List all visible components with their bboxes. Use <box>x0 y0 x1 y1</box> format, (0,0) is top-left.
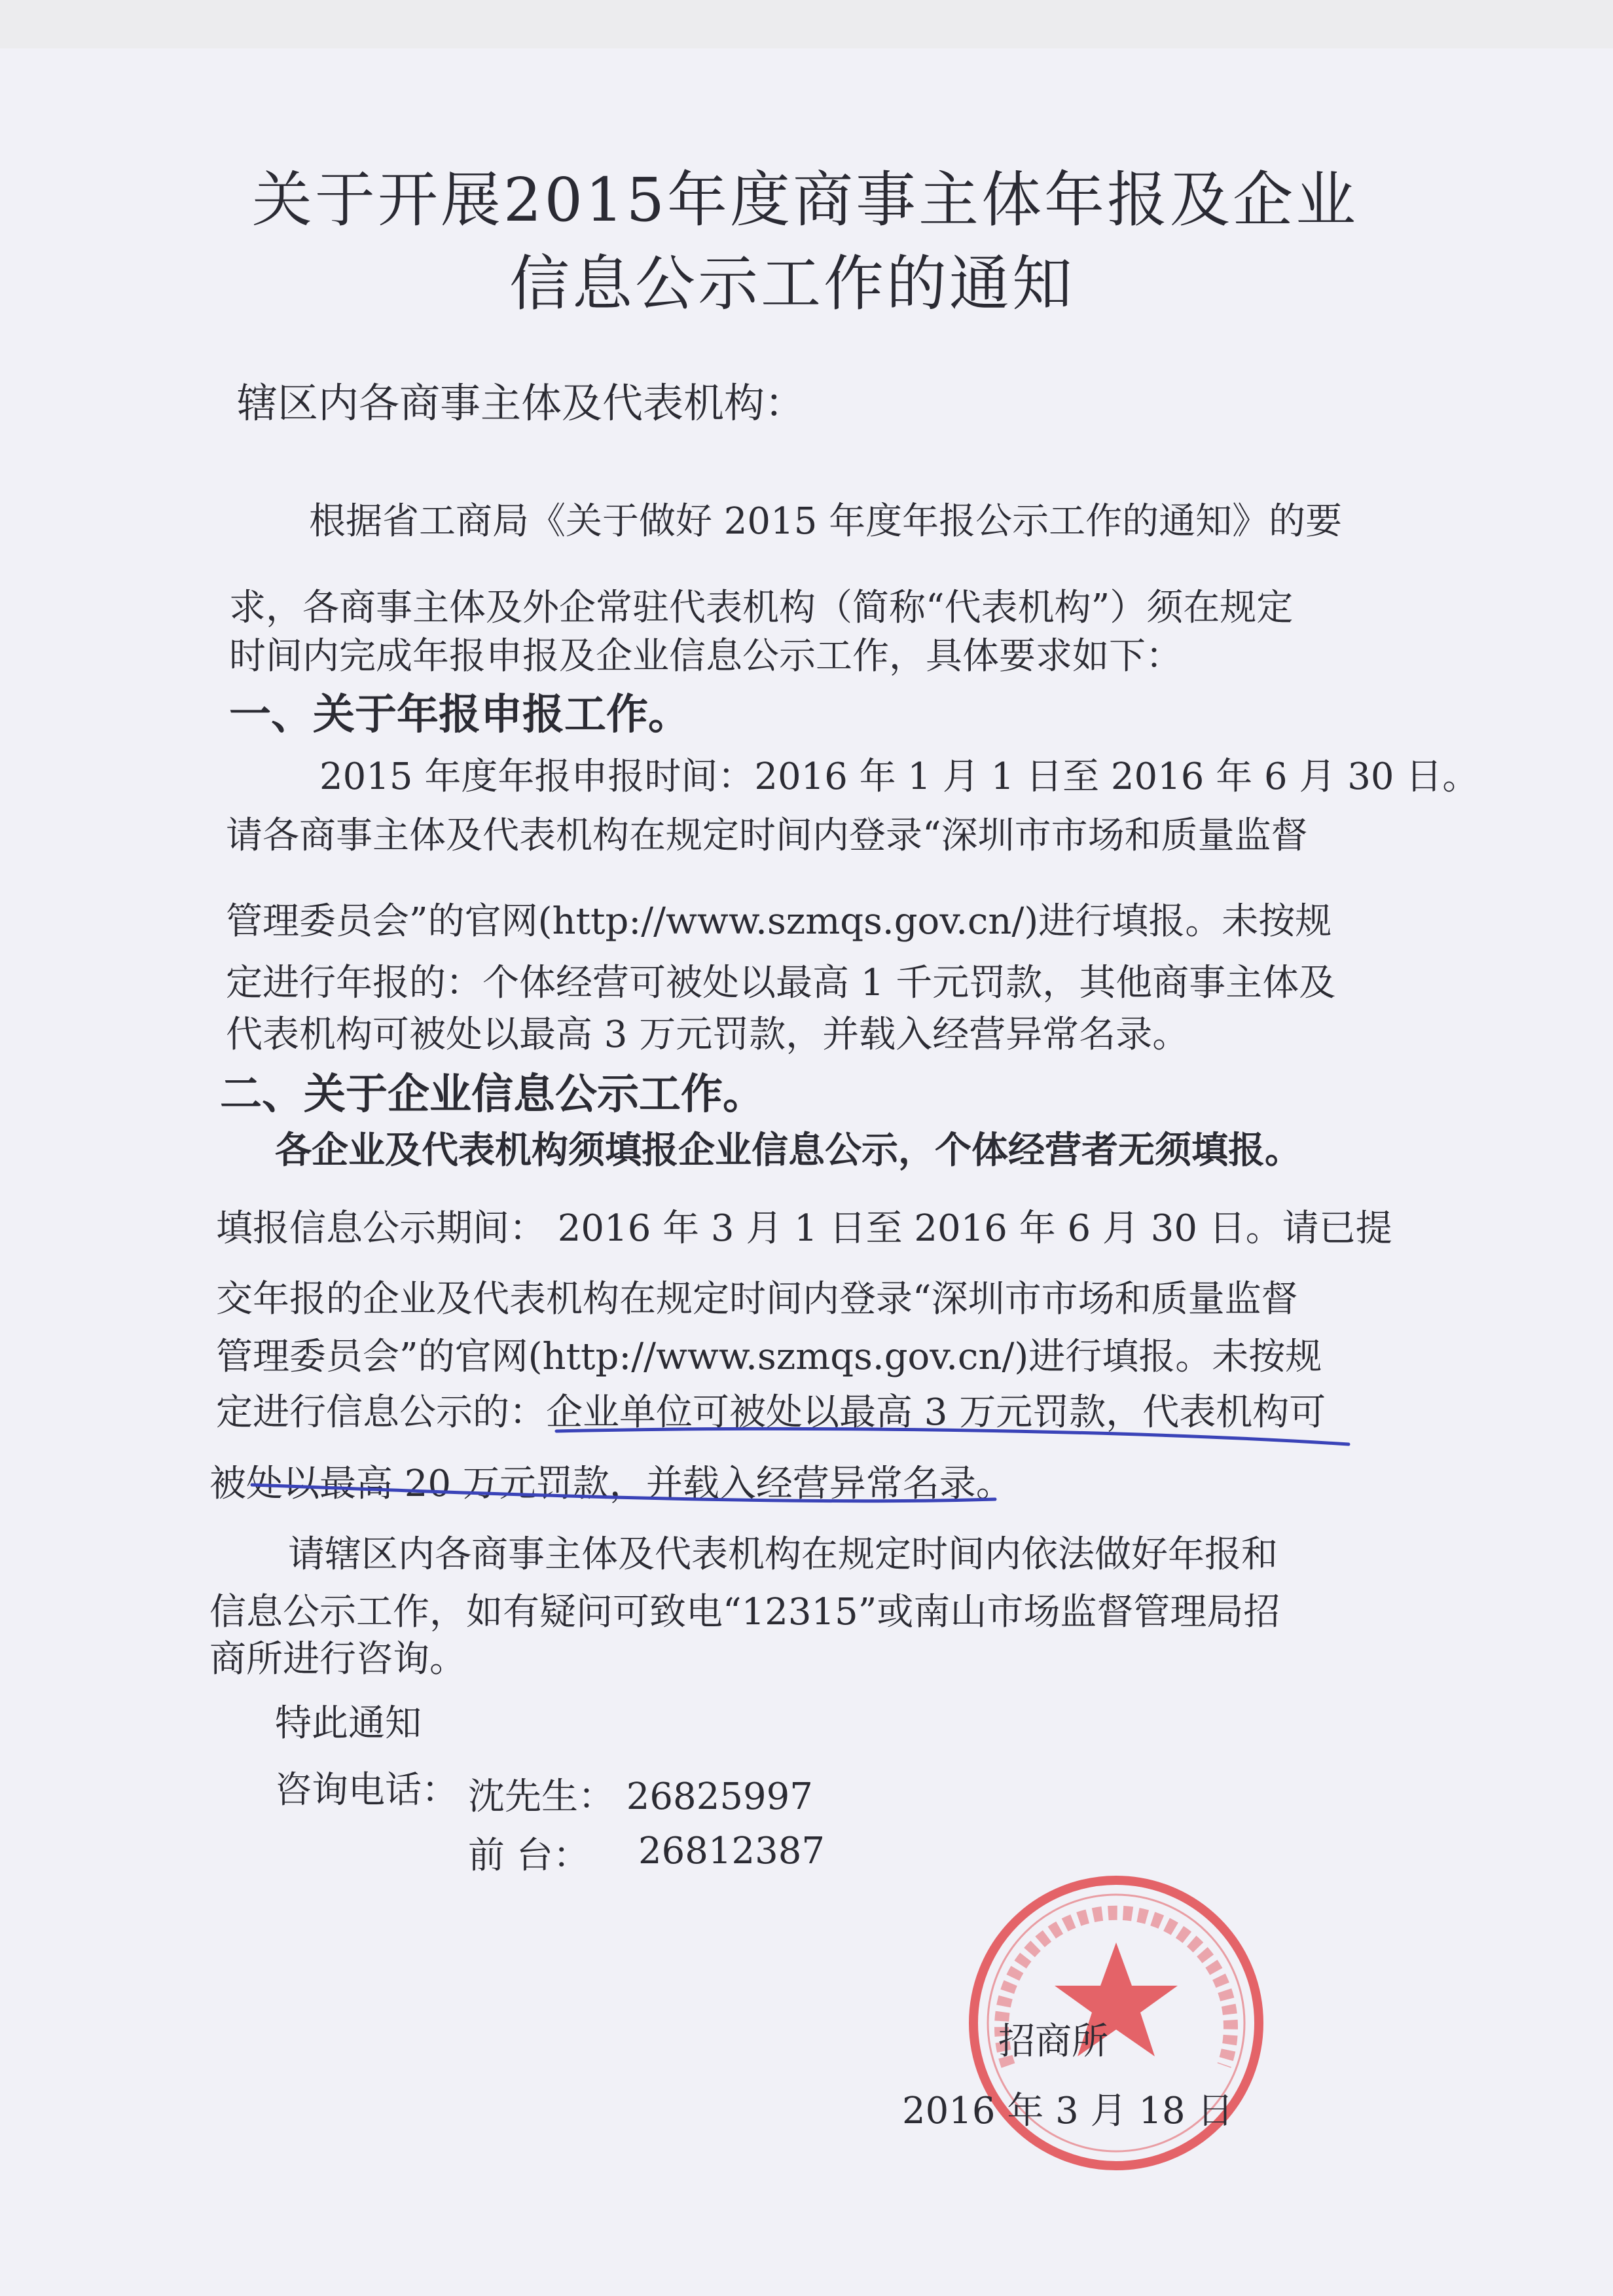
section2-line-1: 填报信息公示期间： 2016 年 3 月 1 日至 2016 年 6 月 30 日。请已提 <box>216 1207 1392 1250</box>
contact-2-number: 26812387 <box>638 1830 825 1872</box>
closing-line-2: 信息公示工作，如有疑问可致电“12315”或南山市场监督管理局招 <box>209 1591 1280 1633</box>
contact-1: 沈先生： 26825997 <box>468 1776 813 1818</box>
issue-date: 2016 年 3 月 18 日 <box>902 2090 1234 2132</box>
section1-line-5: 代表机构可被处以最高 3 万元罚款，并载入经营异常名录。 <box>226 1013 1189 1056</box>
closing-line-1: 请辖区内各商事主体及代表机构在规定时间内依法做好年报和 <box>288 1533 1278 1576</box>
section2-line-5: 被处以最高 20 万元罚款，并载入经营异常名录。 <box>209 1463 1013 1505</box>
issuer: 招商所 <box>998 2020 1108 2063</box>
intro-line-3: 时间内完成年报申报及企业信息公示工作，具体要求如下： <box>229 635 1182 678</box>
section2-line-4: 定进行信息公示的：企业单位可被处以最高 3 万元罚款，代表机构可 <box>216 1391 1326 1434</box>
section1-line-1: 2015 年度年报申报时间：2016 年 1 月 1 日至 2016 年 6 月 30 日。 <box>319 756 1479 798</box>
closing-line-3: 商所进行咨询。 <box>209 1638 466 1681</box>
intro-line-1: 根据省工商局《关于做好 2015 年度年报公示工作的通知》的要 <box>309 500 1343 543</box>
contact-label: 咨询电话： <box>275 1769 458 1812</box>
contact-2-label: 前 台： <box>468 1834 590 1877</box>
intro-line-2: 求，各商事主体及外企常驻代表机构（简称“代表机构”）须在规定 <box>229 587 1294 629</box>
section1-line-3: 管理委员会”的官网(http://www.szmqs.gov.cn/)进行填报。未按规 <box>226 900 1332 943</box>
section1-line-4: 定进行年报的：个体经营可被处以最高 1 千元罚款，其他商事主体及 <box>226 962 1336 1004</box>
section1-heading: 一、关于年报申报工作。 <box>229 690 690 739</box>
section2-line-2: 交年报的企业及代表机构在规定时间内登录“深圳市市场和质量监督 <box>216 1278 1298 1321</box>
section1-line-2: 请各商事主体及代表机构在规定时间内登录“深圳市市场和质量监督 <box>226 814 1308 857</box>
title-line-2: 信息公示工作的通知 <box>509 249 1075 319</box>
salutation: 辖区内各商事主体及代表机构： <box>237 379 806 427</box>
section2-line-3: 管理委员会”的官网(http://www.szmqs.gov.cn/)进行填报。未按规 <box>216 1336 1322 1378</box>
notice-phrase: 特此通知 <box>275 1702 422 1745</box>
title-line-1: 关于开展2015年度商事主体年报及企业 <box>251 165 1359 235</box>
section2-bold-line: 各企业及代表机构须填报企业信息公示，个体经营者无须填报。 <box>275 1129 1301 1172</box>
section2-heading: 二、关于企业信息公示工作。 <box>220 1070 765 1119</box>
